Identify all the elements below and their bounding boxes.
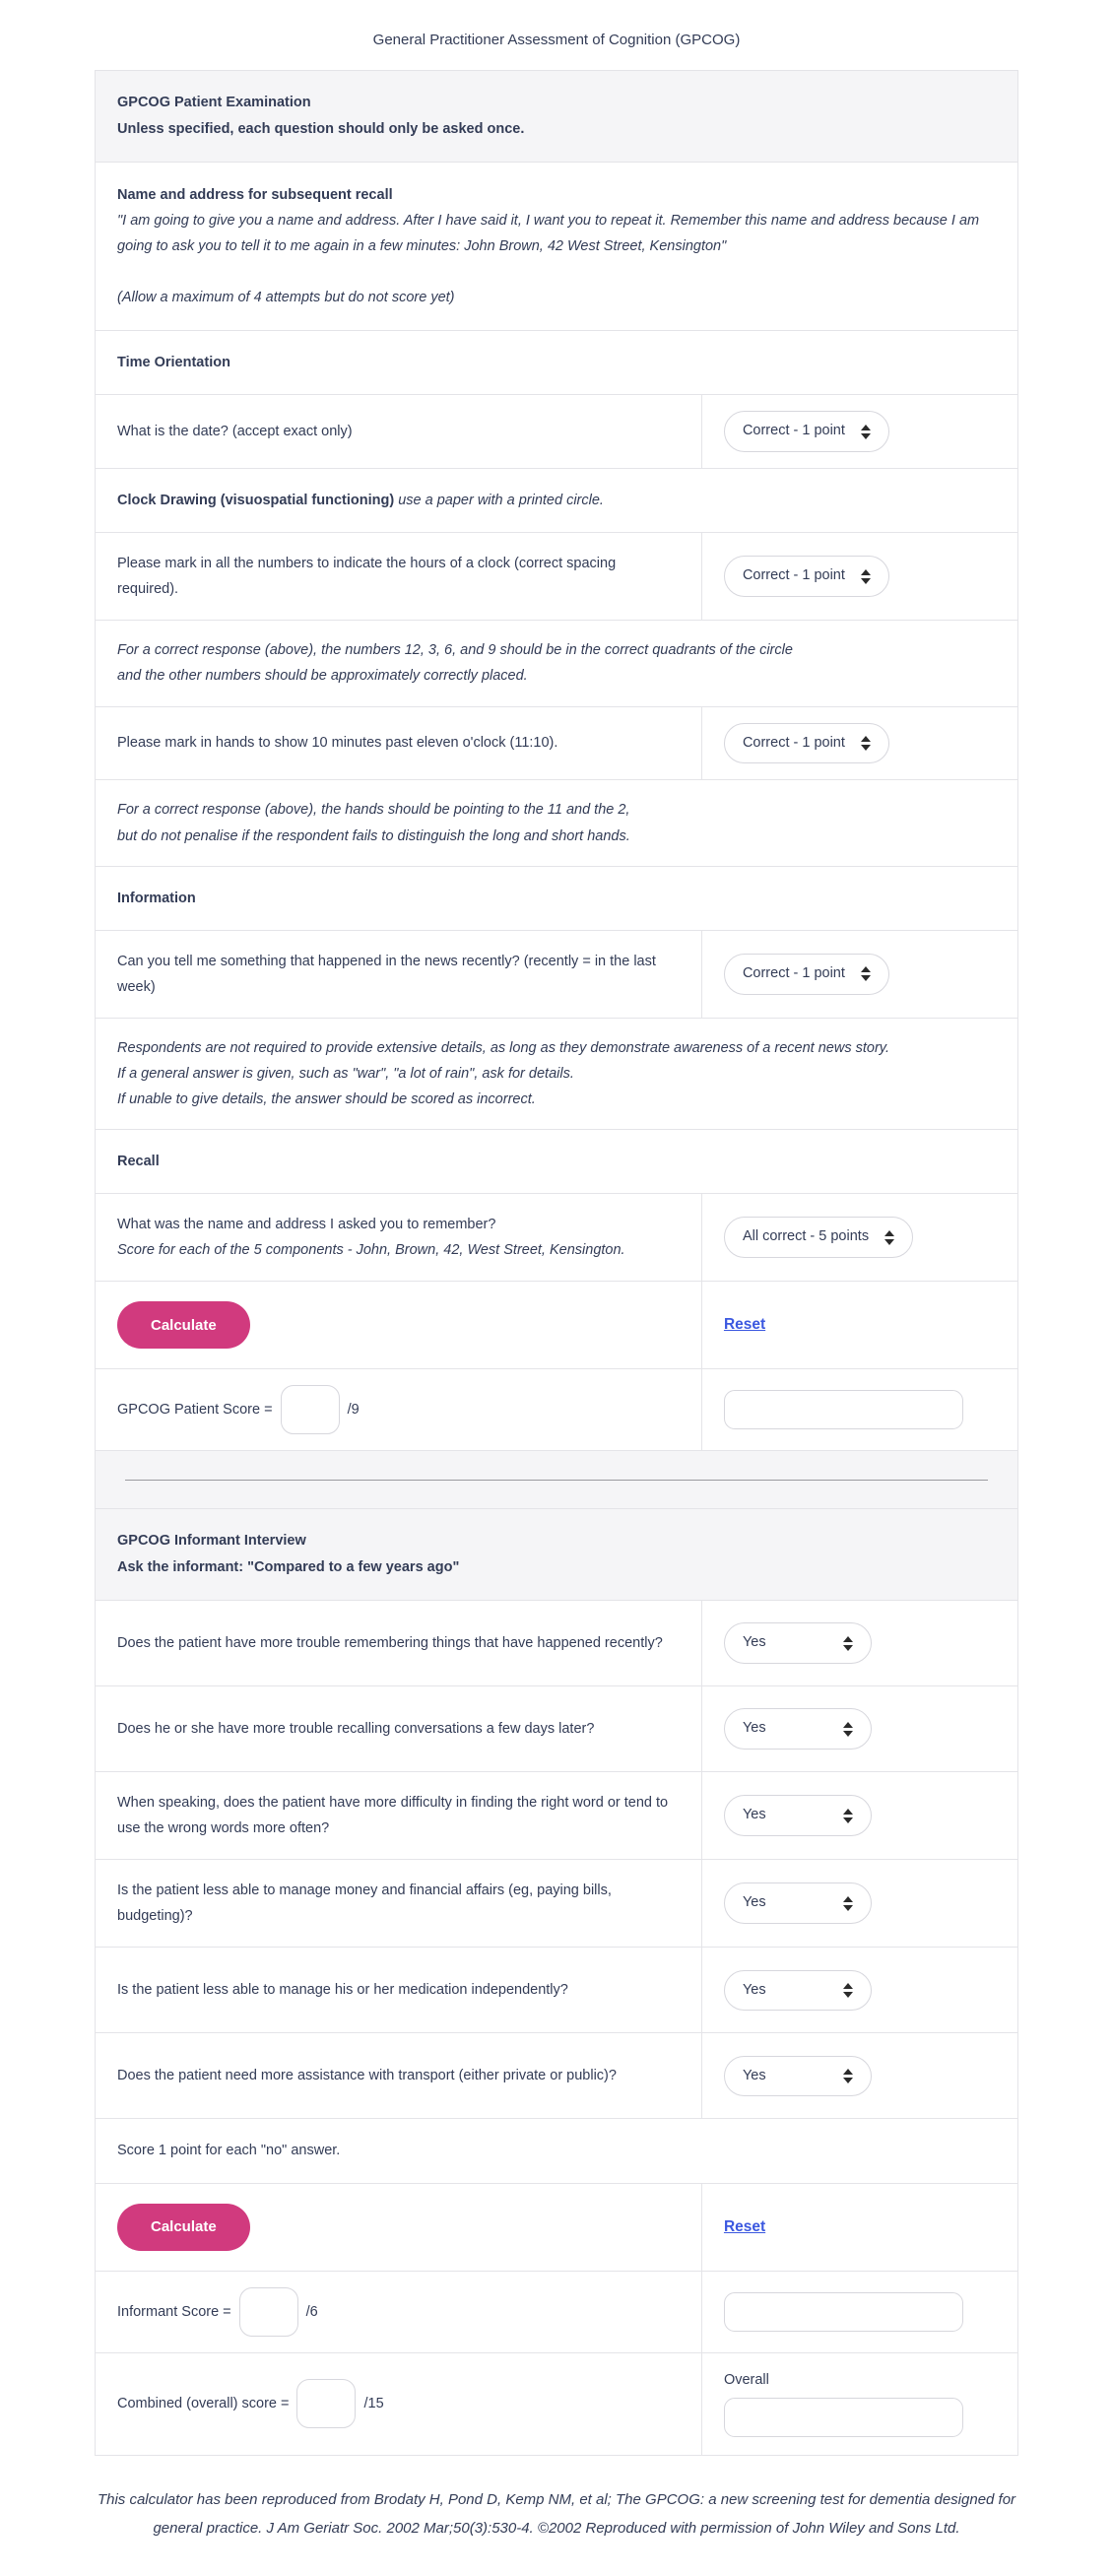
informant-medication-select[interactable] — [724, 1970, 872, 2012]
divider-rule — [125, 1480, 988, 1481]
updown-arrows-icon — [843, 2069, 853, 2083]
question-row-clock-numbers — [96, 532, 1017, 620]
clock-numbers-note-line2: and the other numbers should be approximately correctly placed. — [117, 668, 528, 685]
clock-hands-score-select[interactable] — [724, 723, 889, 764]
combined-score-input[interactable] — [296, 2379, 356, 2428]
clock-hands-score-select-value: Correct - 1 point — [742, 734, 845, 751]
informant-score-suffix: /6 — [305, 2303, 318, 2320]
patient-score-label: GPCOG Patient Score = — [117, 1402, 273, 1419]
informant-score-note: Score 1 point for each "no" answer. — [96, 2118, 1017, 2182]
question-clock-numbers-text: Please mark in all the numbers to indicate the hours of a clock (correct spacing required). — [117, 556, 617, 598]
question-recall-text: What was the name and address I asked you to remember? — [117, 1217, 496, 1233]
news-score-select-value: Correct - 1 point — [742, 964, 845, 981]
informant-word-finding-select[interactable] — [724, 1795, 872, 1836]
informant-score-row — [96, 2271, 1017, 2352]
updown-arrows-icon — [861, 425, 871, 439]
informant-money-select-value: Yes — [742, 1894, 766, 1911]
informant-question-medication-text: Is the patient less able to manage his or her medication independently? — [117, 1982, 568, 1999]
date-score-select-value: Correct - 1 point — [742, 423, 845, 439]
informant-score-result-input[interactable] — [724, 2292, 963, 2332]
name-address-quote: "I am going to give you a name and address. After I have said it, I want you to repeat it. Remember this name and address because I am going to ask you to tell it to me again in a few minutes: John Brown, 42 West Street, Kensington" — [117, 212, 980, 254]
informant-conversations-select-value: Yes — [742, 1720, 766, 1737]
news-note-line3: If unable to give details, the answer should be scored as incorrect. — [117, 1091, 536, 1108]
clock-numbers-note — [96, 620, 1017, 705]
informant-money-select[interactable] — [724, 1882, 872, 1924]
patient-score-result-input[interactable] — [724, 1390, 963, 1429]
informant-interview-header — [96, 1508, 1017, 1600]
clock-drawing-heading — [96, 468, 1017, 532]
patient-exam-header-subtitle: Unless specified, each question should only be asked once. — [117, 120, 525, 137]
news-score-select[interactable] — [724, 954, 889, 995]
question-row-date — [96, 394, 1017, 468]
updown-arrows-icon — [884, 1230, 894, 1245]
informant-reset-link[interactable]: Reset — [723, 2217, 766, 2235]
overall-label: Overall — [723, 2372, 769, 2389]
name-address-note: (Allow a maximum of 4 attempts but do not score yet) — [117, 289, 455, 305]
gpcog-calculator-card — [95, 70, 1018, 2456]
informant-calculate-button[interactable]: Calculate — [117, 2204, 250, 2251]
informant-question-word-finding-text: When speaking, does the patient have more difficulty in finding the right word or tend to use the wrong words more often? — [117, 1795, 669, 1837]
clock-hands-note-line2: but do not penalise if the respondent fails to distinguish the long and short hands. — [117, 827, 630, 844]
informant-question-row-word-finding — [96, 1771, 1017, 1859]
updown-arrows-icon — [843, 1983, 853, 1998]
updown-arrows-icon — [843, 1896, 853, 1911]
informant-interview-header-subtitle: Ask the informant: "Compared to a few years ago" — [117, 1559, 460, 1576]
clock-numbers-note-line1: For a correct response (above), the numbers 12, 3, 6, and 9 should be in the correct quadrants of the circle — [117, 642, 793, 659]
question-news-text: Can you tell me something that happened in the news recently? (recently = in the last week) — [117, 953, 656, 995]
informant-actions-row — [96, 2183, 1017, 2271]
informant-question-row-medication — [96, 1947, 1017, 2032]
news-note-line2: If a general answer is given, such as "war", "a lot of rain", ask for details. — [117, 1066, 574, 1082]
combined-score-label: Combined (overall) score = — [117, 2396, 290, 2412]
clock-drawing-heading-note: use a paper with a printed circle. — [398, 493, 604, 509]
news-note — [96, 1018, 1017, 1129]
informant-word-finding-select-value: Yes — [742, 1807, 766, 1823]
informant-question-row-conversations — [96, 1685, 1017, 1771]
informant-question-row-transport — [96, 2032, 1017, 2118]
question-recall-text-wrap — [96, 1194, 701, 1281]
informant-conversations-select[interactable] — [724, 1708, 872, 1750]
informant-remembering-select-value: Yes — [742, 1634, 766, 1651]
patient-score-row — [96, 1368, 1017, 1450]
clock-hands-note — [96, 779, 1017, 865]
patient-exam-header-title: GPCOG Patient Examination — [117, 95, 311, 110]
patient-reset-link[interactable]: Reset — [723, 1316, 766, 1334]
clock-numbers-score-select[interactable] — [724, 556, 889, 597]
date-score-select[interactable] — [724, 411, 889, 452]
updown-arrows-icon — [843, 1636, 853, 1651]
time-orientation-heading: Time Orientation — [96, 330, 1017, 394]
combined-score-suffix: /15 — [363, 2396, 384, 2412]
informant-score-label: Informant Score = — [117, 2303, 231, 2320]
informant-interview-header-title: GPCOG Informant Interview — [117, 1533, 306, 1550]
patient-calculate-button[interactable]: Calculate — [117, 1301, 250, 1349]
news-note-line1: Respondents are not required to provide extensive details, as long as they demonstrate awareness of a recent news story. — [117, 1039, 889, 1056]
informant-question-remembering-text: Does the patient have more trouble remembering things that have happened recently? — [117, 1635, 663, 1652]
informant-medication-select-value: Yes — [742, 1981, 766, 1998]
updown-arrows-icon — [861, 736, 871, 751]
clock-hands-note-line1: For a correct response (above), the hands should be pointing to the 11 and the 2, — [117, 802, 630, 819]
informant-question-transport-text: Does the patient need more assistance with transport (either private or public)? — [117, 2068, 617, 2084]
section-divider — [96, 1450, 1017, 1508]
question-row-clock-hands — [96, 706, 1017, 780]
recall-score-select[interactable] — [724, 1217, 913, 1258]
informant-question-money-text: Is the patient less able to manage money and financial affairs (eg, paying bills, budgeting)? — [117, 1882, 612, 1925]
clock-numbers-score-select-value: Correct - 1 point — [742, 567, 845, 584]
informant-transport-select[interactable] — [724, 2056, 872, 2097]
informant-transport-select-value: Yes — [742, 2067, 766, 2083]
page-title: General Practitioner Assessment of Cognition (GPCOG) — [372, 32, 741, 48]
patient-exam-header — [96, 71, 1017, 162]
updown-arrows-icon — [843, 1722, 853, 1737]
recall-score-select-value: All correct - 5 points — [742, 1228, 870, 1245]
information-heading: Information — [96, 866, 1017, 930]
patient-score-suffix: /9 — [347, 1402, 360, 1419]
informant-score-input[interactable] — [239, 2287, 298, 2337]
question-clock-hands-text: Please mark in hands to show 10 minutes past eleven o'clock (11:10). — [117, 735, 558, 752]
clock-drawing-heading-bold: Clock Drawing (visuospatial functioning) — [117, 493, 395, 509]
name-address-heading: Name and address for subsequent recall — [117, 186, 393, 203]
question-recall-subtext: Score for each of the 5 components - John, Brown, 42, West Street, Kensington. — [117, 1242, 625, 1259]
overall-result-input[interactable] — [724, 2398, 963, 2437]
combined-score-row — [96, 2352, 1017, 2455]
patient-score-input[interactable] — [281, 1385, 340, 1434]
updown-arrows-icon — [861, 569, 871, 584]
informant-question-conversations-text: Does he or she have more trouble recalling conversations a few days later? — [117, 1721, 595, 1738]
informant-question-row-money — [96, 1859, 1017, 1947]
informant-question-row-remembering — [96, 1600, 1017, 1685]
question-row-news — [96, 930, 1017, 1018]
question-date-text: What is the date? (accept exact only) — [117, 424, 353, 440]
recall-heading: Recall — [96, 1129, 1017, 1193]
informant-remembering-select[interactable] — [724, 1622, 872, 1664]
question-row-recall — [96, 1193, 1017, 1281]
patient-actions-row — [96, 1281, 1017, 1368]
attribution-text: This calculator has been reproduced from Brodaty H, Pond D, Kemp NM, et al; The GPCOG: a new screening test for dementia designed for general practice. J Am Geriatr Soc. 2002 Mar;50(3):530-4. ©2002 Reproduced with permission of John Wiley and Sons Ltd. — [97, 2490, 1016, 2537]
name-address-section — [96, 162, 1017, 330]
updown-arrows-icon — [843, 1809, 853, 1823]
updown-arrows-icon — [861, 966, 871, 981]
